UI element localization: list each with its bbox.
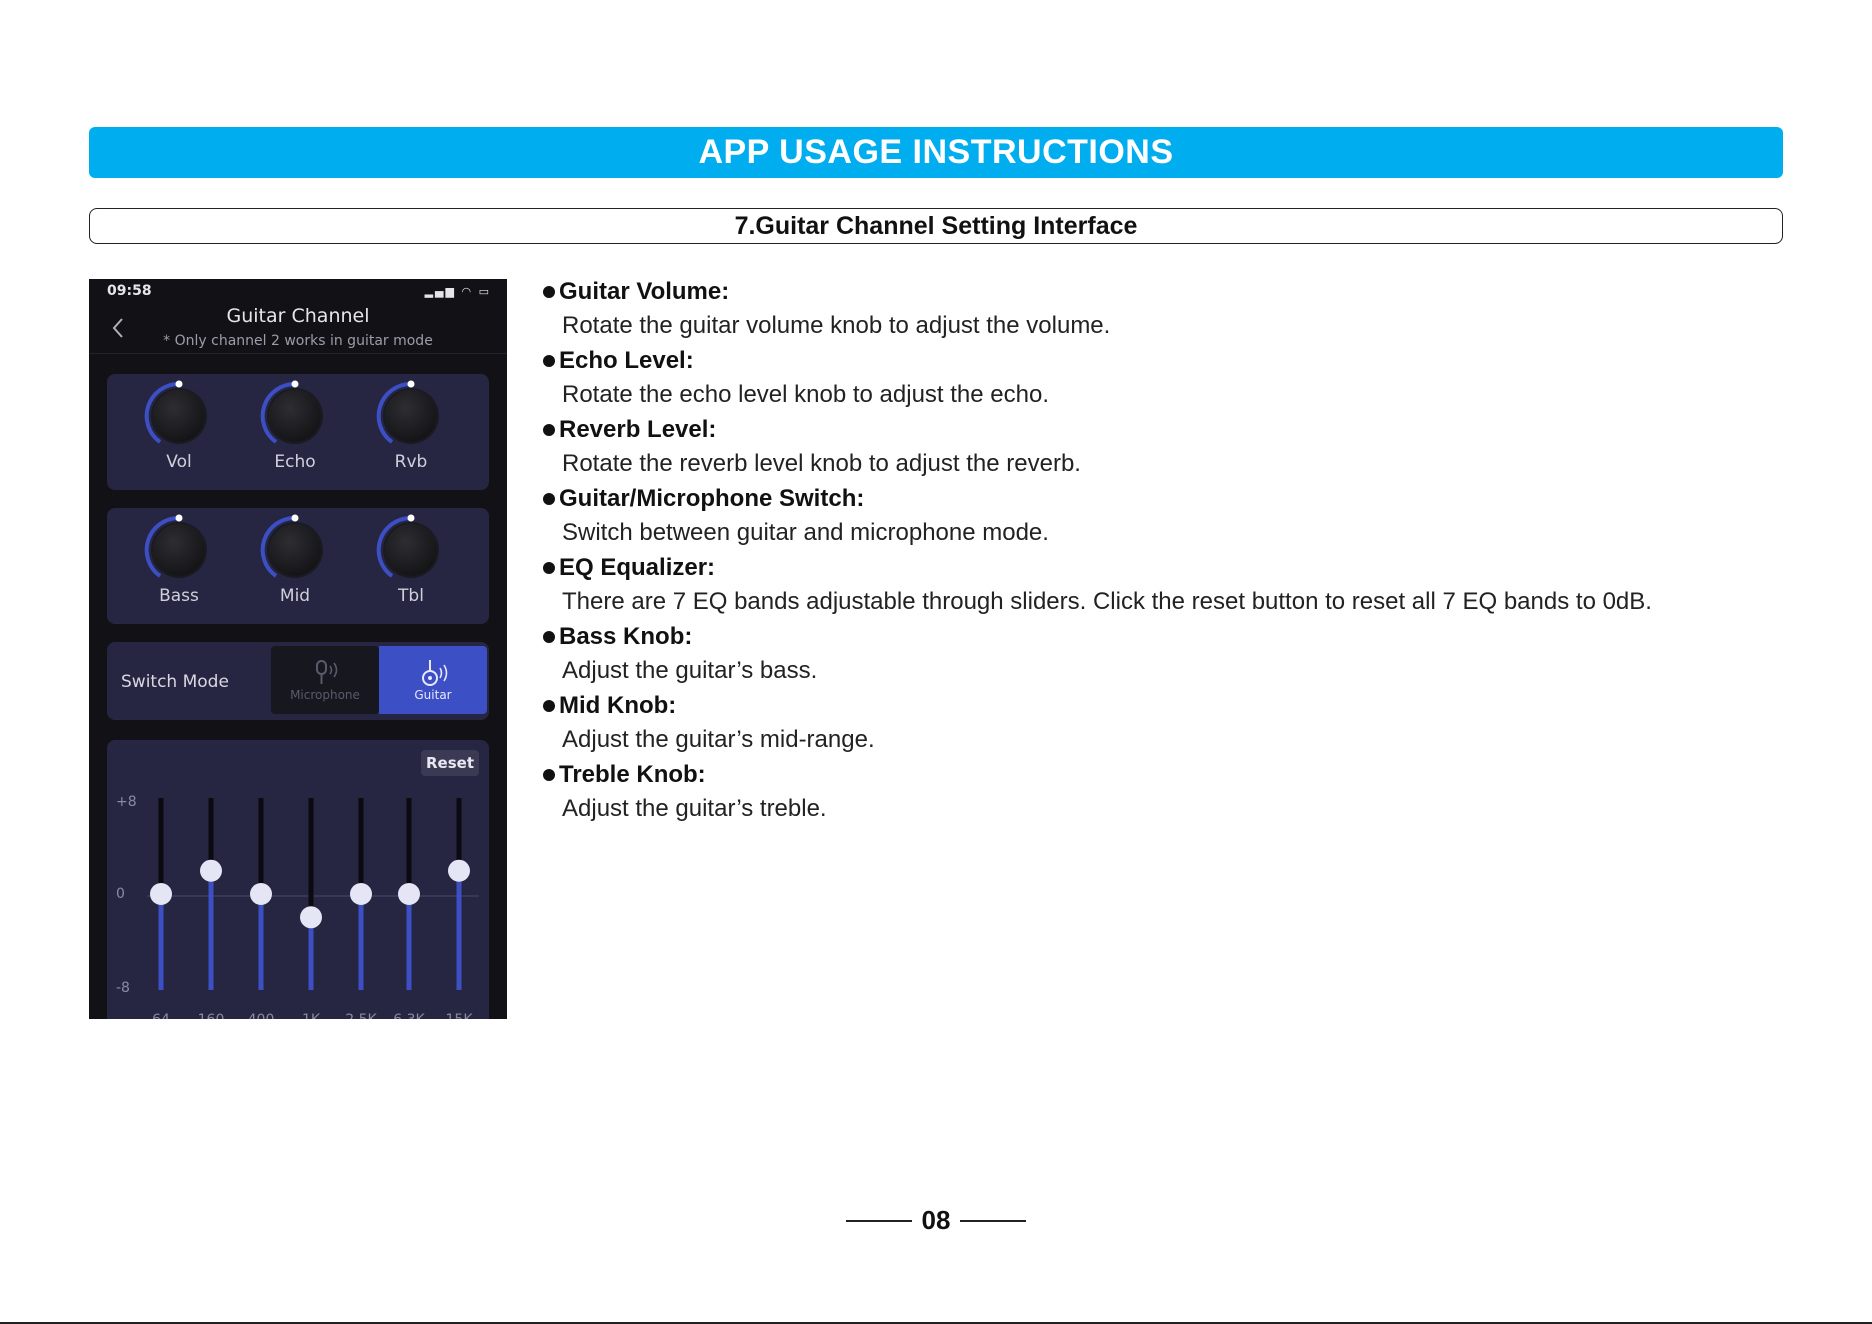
- eq-slider-thumb[interactable]: [300, 906, 322, 928]
- eq-slider-thumb[interactable]: [350, 883, 372, 905]
- guitar-mode-label: Guitar: [414, 688, 452, 702]
- bullet-icon: [543, 286, 555, 298]
- page-number-footer: [0, 1205, 1872, 1236]
- eq-slider-thumb[interactable]: [150, 883, 172, 905]
- eq-y-label: +8: [116, 794, 137, 810]
- instruction-description: Rotate the guitar volume knob to adjust the volume.: [562, 312, 1111, 339]
- instruction-heading: [543, 619, 1843, 654]
- instruction-item: [543, 688, 1843, 757]
- knob-rvb[interactable]: [371, 382, 451, 472]
- eq-slider-thumb[interactable]: [200, 860, 222, 882]
- knob-echo[interactable]: [255, 382, 335, 472]
- eq-band-label: 2.5K: [345, 1012, 377, 1028]
- microphone-mode-label: Microphone: [290, 688, 360, 702]
- instruction-heading-text: Bass Knob:: [559, 622, 693, 650]
- microphone-mode-button[interactable]: [271, 646, 379, 714]
- instruction-description: Adjust the guitar’s treble.: [562, 795, 827, 822]
- footer-line-right: [960, 1220, 1026, 1222]
- knob-vol[interactable]: [139, 382, 219, 472]
- eq-band-label: 15K: [445, 1012, 473, 1028]
- section-title: 7.Guitar Channel Setting Interface: [734, 211, 1138, 240]
- eq-band-label: 400: [247, 1012, 275, 1028]
- instruction-item: [543, 550, 1843, 619]
- knob-face: [269, 390, 321, 442]
- instruction-heading: [543, 550, 1843, 585]
- instruction-heading: [543, 412, 1843, 447]
- knob-label: Mid: [279, 586, 311, 606]
- knob-face: [385, 524, 437, 576]
- section-title-box: [89, 208, 1783, 244]
- instruction-description: Rotate the reverb level knob to adjust the reverb.: [562, 450, 1081, 477]
- instruction-heading: [543, 757, 1843, 792]
- wifi-icon: ◠: [461, 285, 474, 298]
- instruction-item: [543, 481, 1843, 550]
- instruction-item: [543, 274, 1843, 343]
- knob-label: Bass: [159, 586, 199, 606]
- eq-band-label: 6.3K: [393, 1012, 425, 1028]
- eq-slider-thumb[interactable]: [250, 883, 272, 905]
- eq-slider-thumb[interactable]: [398, 883, 420, 905]
- status-icons: [425, 285, 491, 298]
- page-banner: [89, 127, 1783, 178]
- page-number: 08: [921, 1205, 951, 1235]
- eq-y-label: -8: [116, 980, 130, 996]
- instruction-heading-text: EQ Equalizer:: [559, 553, 716, 581]
- knob-bass[interactable]: [139, 516, 219, 606]
- eq-band-label: 160: [197, 1012, 225, 1028]
- instruction-description: Rotate the echo level knob to adjust the echo.: [562, 381, 1049, 408]
- switch-mode-label: Switch Mode: [121, 672, 229, 692]
- knob-face: [385, 390, 437, 442]
- bullet-icon: [543, 355, 555, 367]
- knob-label: Vol: [166, 452, 192, 472]
- knob-mid[interactable]: [255, 516, 335, 606]
- microphone-icon: [308, 658, 342, 688]
- header-divider: [89, 353, 507, 354]
- eq-slider-thumb[interactable]: [448, 860, 470, 882]
- knob-face: [153, 390, 205, 442]
- phone-screenshot: [89, 279, 507, 1028]
- instruction-heading-text: Echo Level:: [559, 346, 694, 374]
- eq-band-label: 64: [152, 1012, 170, 1028]
- signal-icon: ▂▄▆: [424, 285, 456, 298]
- knob-label: Tbl: [398, 586, 424, 606]
- guitar-icon: [416, 658, 450, 688]
- instruction-heading-text: Guitar/Microphone Switch:: [559, 484, 865, 512]
- instruction-heading-text: Mid Knob:: [559, 691, 677, 719]
- knob-label: Echo: [274, 452, 316, 472]
- guitar-mode-button[interactable]: [379, 646, 487, 714]
- instruction-description: Adjust the guitar’s mid-range.: [562, 726, 875, 753]
- status-time: 09:58: [107, 283, 152, 299]
- bullet-icon: [543, 631, 555, 643]
- phone-note: * Only channel 2 works in guitar mode: [163, 333, 433, 349]
- instruction-heading-text: Guitar Volume:: [559, 277, 730, 305]
- battery-icon: ▭: [478, 285, 491, 298]
- bullet-icon: [543, 769, 555, 781]
- bullet-icon: [543, 562, 555, 574]
- instructions-list: [543, 274, 1843, 826]
- knob-face: [269, 524, 321, 576]
- instruction-heading: [543, 343, 1843, 378]
- bullet-icon: [543, 493, 555, 505]
- instruction-item: [543, 343, 1843, 412]
- banner-title: APP USAGE INSTRUCTIONS: [698, 133, 1174, 171]
- switch-mode-card: [107, 642, 489, 720]
- eq-card: [107, 740, 489, 1028]
- instruction-item: [543, 619, 1843, 688]
- bullet-icon: [543, 700, 555, 712]
- instruction-heading-text: Treble Knob:: [559, 760, 706, 788]
- instruction-item: [543, 412, 1843, 481]
- knob-card-tone: [107, 508, 489, 624]
- instruction-description: Adjust the guitar’s bass.: [562, 657, 818, 684]
- knob-face: [153, 524, 205, 576]
- knob-label: Rvb: [394, 452, 428, 472]
- knob-card-effects: [107, 374, 489, 490]
- instruction-heading: [543, 481, 1843, 516]
- bullet-icon: [543, 424, 555, 436]
- instruction-heading: [543, 274, 1843, 309]
- instruction-heading: [543, 688, 1843, 723]
- eq-reset-button[interactable]: Reset: [421, 750, 479, 776]
- eq-y-label: 0: [116, 886, 125, 902]
- eq-sliders: [107, 740, 489, 1028]
- phone-title: Guitar Channel: [226, 305, 370, 327]
- instruction-item: [543, 757, 1843, 826]
- instruction-description: Switch between guitar and microphone mode.: [562, 519, 1049, 546]
- footer-line-left: [846, 1220, 912, 1222]
- instruction-description: There are 7 EQ bands adjustable through sliders. Click the reset button to reset all 7 EQ bands to 0dB.: [562, 588, 1652, 615]
- knob-tbl[interactable]: [371, 516, 451, 606]
- eq-band-label: 1K: [301, 1012, 321, 1028]
- instruction-heading-text: Reverb Level:: [559, 415, 717, 443]
